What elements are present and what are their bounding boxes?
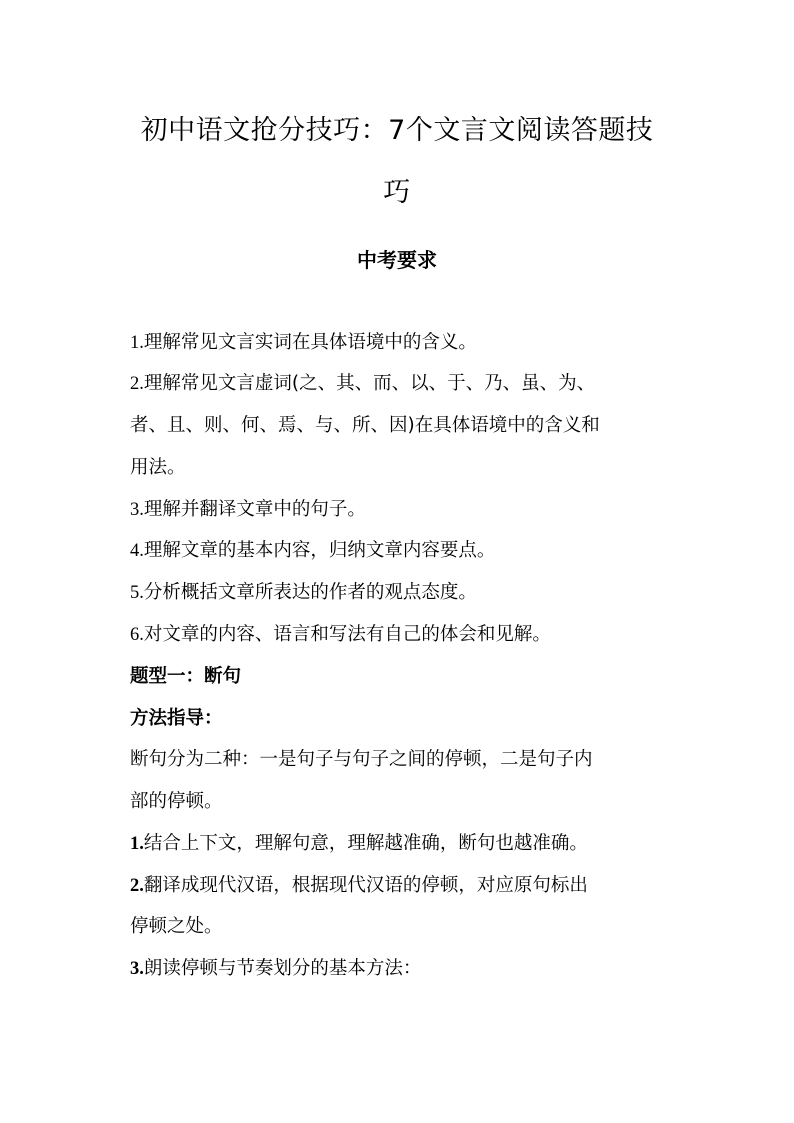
- item-text: 理解常见文言实词在具体语境中的含义。: [143, 332, 477, 353]
- item-number: 4.: [130, 541, 144, 561]
- document-title-line-1: 初中语文抢分技巧：7个文言文阅读答题技: [140, 115, 654, 146]
- intro-paragraph-line: 部的停顿。: [130, 791, 223, 812]
- question-type-heading: 题型一：断句: [130, 666, 242, 687]
- item-number: 5.: [130, 583, 144, 603]
- requirement-item-continuation: 用法。: [130, 457, 186, 478]
- requirement-item: [130, 580, 670, 606]
- item-number: 2.: [130, 374, 144, 394]
- item-text: 朗读停顿与节奏划分的基本方法：: [143, 958, 422, 979]
- item-text: 分析概括文章所表达的作者的观点态度。: [143, 582, 477, 603]
- method-item: [130, 873, 670, 899]
- document-title-line-2: 巧: [383, 177, 411, 208]
- item-text: 理解常见文言虚词(之、其、而、以、于、乃、虽、为、: [143, 373, 596, 394]
- requirement-item: [130, 622, 670, 648]
- item-number: 1.: [130, 834, 144, 854]
- requirement-item: [130, 538, 670, 564]
- item-number: 1.: [130, 333, 144, 353]
- intro-paragraph-line: 断句分为二种：一是句子与句子之间的停顿，二是句子内: [130, 749, 593, 770]
- item-number: 2.: [130, 876, 144, 896]
- requirement-item-continuation: 者、且、则、何、焉、与、所、因)在具体语境中的含义和: [130, 415, 600, 436]
- requirement-item: [130, 330, 670, 356]
- item-text: 理解并翻译文章中的句子。: [143, 499, 366, 520]
- requirement-item: [130, 371, 670, 397]
- method-item: [130, 956, 670, 982]
- method-heading: 方法指导：: [130, 708, 223, 729]
- section-heading: 中考要求: [357, 248, 437, 272]
- item-text: 对文章的内容、语言和写法有自己的体会和见解。: [143, 624, 551, 645]
- requirement-item: [130, 497, 670, 523]
- item-number: 3.: [130, 500, 144, 520]
- item-text: 结合上下文，理解句意，理解越准确，断句也越准确。: [143, 833, 588, 854]
- item-number: 3.: [130, 959, 144, 979]
- method-item: [130, 831, 670, 857]
- item-number: 6.: [130, 625, 144, 645]
- item-text: 理解文章的基本内容，归纳文章内容要点。: [143, 540, 496, 561]
- item-text: 翻译成现代汉语，根据现代汉语的停顿，对应原句标出: [143, 875, 588, 896]
- method-item-continuation: 停顿之处。: [130, 916, 223, 937]
